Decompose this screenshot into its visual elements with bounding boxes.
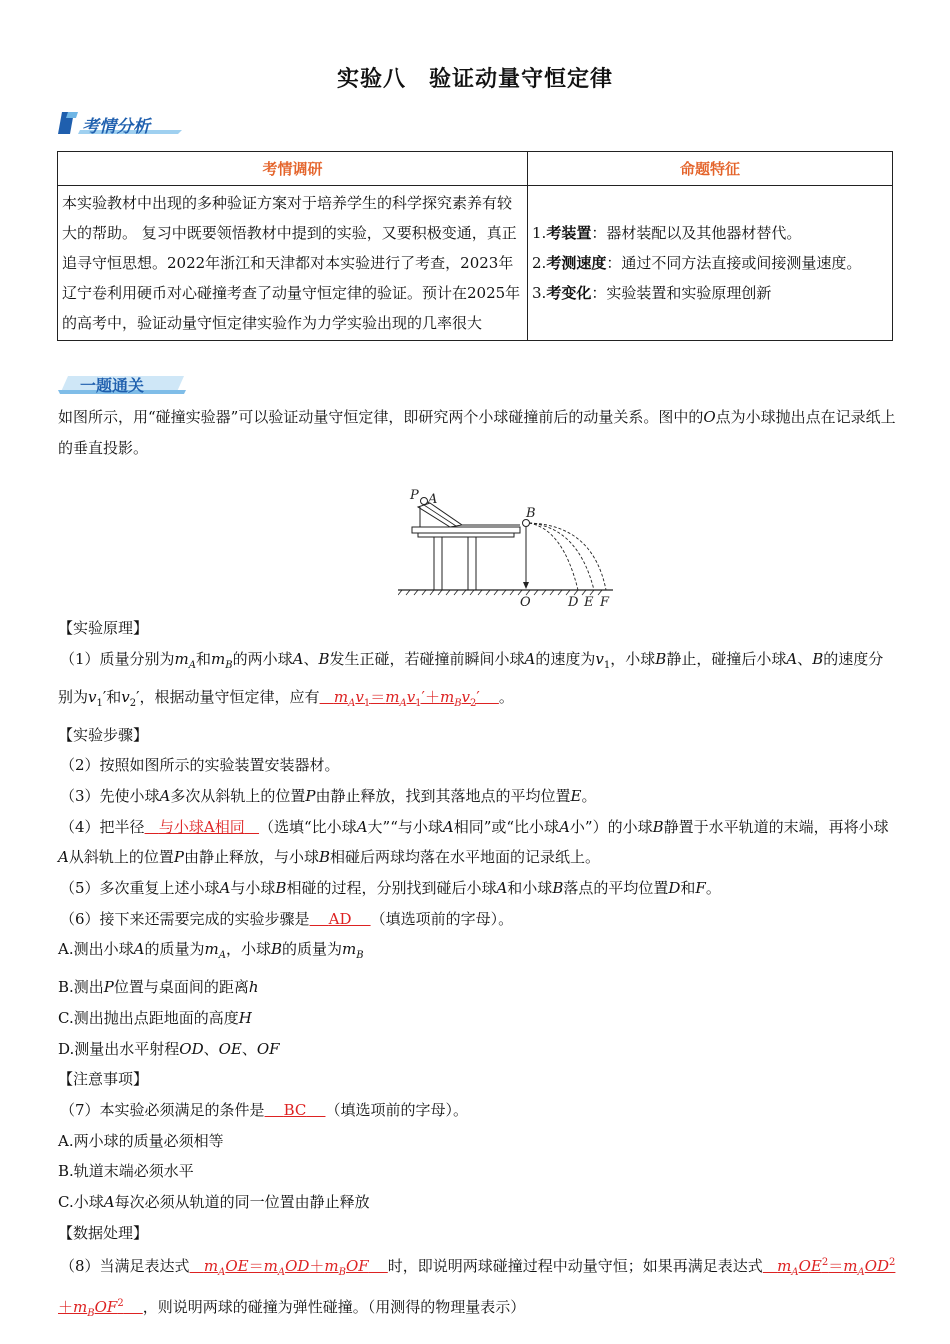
- figure-label: F: [600, 595, 610, 611]
- answer-8a: $m_AOE=m_AOD+m_BOF$: [203, 1257, 369, 1279]
- analysis-table: [57, 151, 893, 341]
- question-4: （4）把半径 与小球A相同 （选填“比小球A大”“与小球A相同”或“比小球A小”）的小球B静置于水平轨道的末端，再将小球A从斜轨上的位置P由静止释放，与小球B相碰后两球均落在水平地面的记录纸上。: [58, 817, 889, 867]
- question-3: （3）先使小球A多次从斜轨上的位置P由静止释放，找到其落地点的平均位置E。: [60, 786, 597, 805]
- section-banner-practice: [58, 372, 188, 396]
- figure-label: P: [410, 488, 419, 504]
- option-7a: A.两小球的质量必须相等: [58, 1131, 224, 1150]
- answer-8b: $m_AOE^2=m_AOD^2+m_BOF^2$: [58, 1257, 896, 1320]
- figure-label: O: [520, 595, 531, 611]
- section-title-practice: 一题通关: [80, 376, 145, 395]
- question-6: （6）接下来还需要完成的实验步骤是 AD （填选项前的字母）。: [60, 909, 514, 928]
- figure-label: A: [428, 492, 438, 508]
- figure-label: B: [526, 506, 536, 522]
- heading-notes: 【注意事项】: [58, 1070, 149, 1089]
- heading-principle: 【实验原理】: [58, 619, 149, 638]
- question-2: （2）按照如图所示的实验装置安装器材。: [60, 756, 340, 775]
- option-6c: C.测出抛出点距地面的高度H: [58, 1008, 252, 1027]
- answer-4: 与小球A相同: [158, 817, 245, 836]
- figure-label: E: [584, 595, 594, 611]
- answer-1: $m_Av_1=m_Av_1'+m_Bv_2'$: [333, 687, 499, 709]
- feature-item: 2.考测速度：通过不同方法直接或间接测量速度。: [532, 254, 862, 272]
- option-6a: A.测出小球A的质量为$m_A$，小球B的质量为$m_B$: [58, 940, 364, 962]
- feature-item: 3.考变化：实验装置和实验原理创新: [532, 284, 772, 302]
- section-title-analysis: 考情分析: [82, 117, 150, 137]
- question-body: [58, 402, 898, 1330]
- option-7b: B.轨道末端必须水平: [58, 1162, 194, 1181]
- section-banner-analysis: [58, 110, 183, 136]
- option-6d: D.测量出水平射程OD、OE、OF: [58, 1039, 280, 1058]
- heading-steps: 【实验步骤】: [58, 725, 149, 744]
- page-title: 实验八 验证动量守恒定律: [336, 67, 613, 92]
- collision-apparatus-figure: [58, 463, 898, 613]
- question-5: （5）多次重复上述小球A与小球B相碰的过程，分别找到碰后小球A和小球B落点的平均位置D和F。: [60, 879, 721, 898]
- option-6b: B.测出P位置与桌面间的距离h: [58, 978, 259, 997]
- feature-item: 1.考装置：器材装配以及其他器材替代。: [532, 224, 802, 242]
- question-8: （8）当满足表达式 $m_AOE=m_AOD+m_BOF$ 时，即说明两球碰撞过程中动量守恒；如果再满足表达式 $m_AOE^2=m_AOD^2+m_BOF^2$ ，则说明两球的碰撞为弹性碰撞。（用测得的物理量表示）: [58, 1257, 896, 1320]
- question-7: （7）本实验必须满足的条件是 BC （填选项前的字母）。: [60, 1100, 468, 1119]
- table-header-features: 命题特征: [528, 152, 893, 186]
- heading-data: 【数据处理】: [58, 1223, 149, 1242]
- figure-label: D: [568, 595, 579, 611]
- option-7c: C.小球A每次必须从轨道的同一位置由静止释放: [58, 1193, 370, 1212]
- question-1: （1）质量分别为$m_A$和$m_B$的两小球A、B发生正碰，若碰撞前瞬间小球A的速度为$v_1$，小球B静止，碰撞后小球A、B的速度分别为$v_1'$和$v_2'$，根据动量守恒定律，应有 $m_Av_1=m_Av_1'+m_Bv_2'$ 。: [58, 650, 884, 709]
- answer-7: BC: [283, 1100, 307, 1119]
- answer-6: AD: [328, 909, 352, 928]
- intro-text: 如图所示，用“碰撞实验器”可以验证动量守恒定律，即研究两个小球碰撞前后的动量关系。图中的O点为小球抛出点在记录纸上的垂直投影。: [58, 408, 896, 457]
- research-cell: 本实验教材中出现的多种验证方案对于培养学生的科学探究素养有较大的帮助。 复习中既要领悟教材中提到的实验，又要积极变通，真正追寻守恒思想。2022年浙江和天津都对本实验进行了考查，2023年辽宁卷利用硬币对心碰撞考查了动量守恒定律的验证。预计在2025年的高考中，验证动量守恒定律实验作为力学实验出现的几率很大: [58, 186, 528, 341]
- table-header-research: 考情调研: [58, 152, 528, 186]
- features-cell: [528, 186, 893, 341]
